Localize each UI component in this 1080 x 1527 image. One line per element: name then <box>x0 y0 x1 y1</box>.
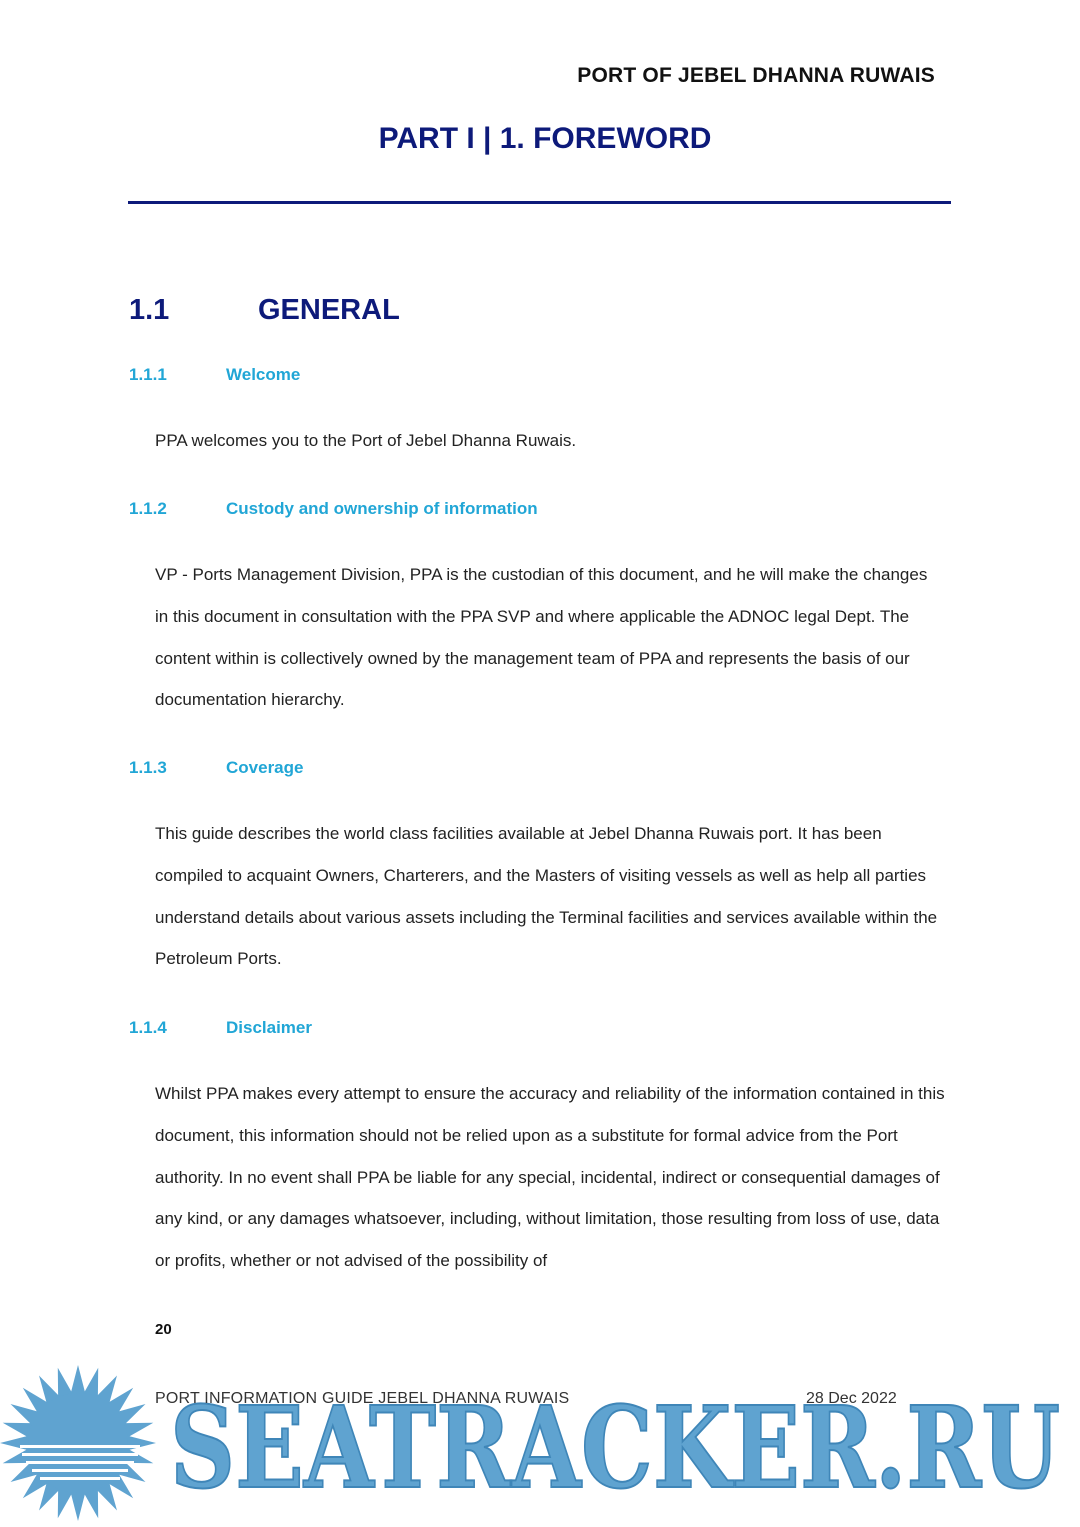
subsection-heading-disclaimer <box>129 1018 312 1038</box>
subsection-heading-custody <box>129 499 538 519</box>
subsection-title: Welcome <box>226 365 301 384</box>
subsection-title: Custody and ownership of information <box>226 499 538 518</box>
paragraph-welcome: PPA welcomes you to the Port of Jebel Dhanna Ruwais. <box>155 431 577 450</box>
subsection-number: 1.1.4 <box>129 1018 167 1037</box>
paragraph-custody: VP - Ports Management Division, PPA is the custodian of this document, and he will make the changes in this document in consultation with the PPA SVP and where applicable the ADNOC legal Dept. The content within is collectively owned by the management team of PPA and represents the basis of our documentation hierarchy. <box>155 565 928 710</box>
subsection-heading-welcome <box>129 365 300 385</box>
page-number: 20 <box>155 1321 172 1338</box>
sun-icon <box>0 1365 156 1521</box>
header-divider <box>128 201 951 204</box>
subsection-title: Coverage <box>226 758 304 777</box>
watermark-text: SEATRACKER.RU <box>170 1383 1060 1514</box>
section-title: GENERAL <box>258 294 400 326</box>
subsection-number: 1.1.1 <box>129 365 167 384</box>
subsection-heading-coverage <box>129 758 303 778</box>
section-number: 1.1 <box>129 294 170 326</box>
footer-document-title: PORT INFORMATION GUIDE JEBEL DHANNA RUWAIS <box>155 1390 570 1407</box>
subsection-number: 1.1.2 <box>129 499 167 518</box>
subsection-number: 1.1.3 <box>129 758 167 777</box>
port-name-header: PORT OF JEBEL DHANNA RUWAIS <box>577 64 935 87</box>
paragraph-disclaimer: Whilst PPA makes every attempt to ensure the accuracy and reliability of the information contained in this document, this information should not be relied upon as a substitute for formal advice from the Port authority. In no event shall PPA be liable for any special, incidental, indirect or consequential damages of any kind, or any damages whatsoever, including, without limitation, those resulting from loss of use, data or profits, whether or not advised of the possibility of <box>155 1084 945 1271</box>
footer-date: 28 Dec 2022 <box>806 1390 897 1407</box>
subsection-title: Disclaimer <box>226 1018 312 1037</box>
section-heading <box>129 294 400 327</box>
paragraph-coverage: This guide describes the world class facilities available at Jebel Dhanna Ruwais port. It has been compiled to acquaint Owners, Charterers, and the Masters of visiting vessels as well as help all parties understand details about various assets including the Terminal facilities and services available within the Petroleum Ports. <box>155 824 938 969</box>
part-title: PART I | 1. FOREWORD <box>378 122 712 155</box>
